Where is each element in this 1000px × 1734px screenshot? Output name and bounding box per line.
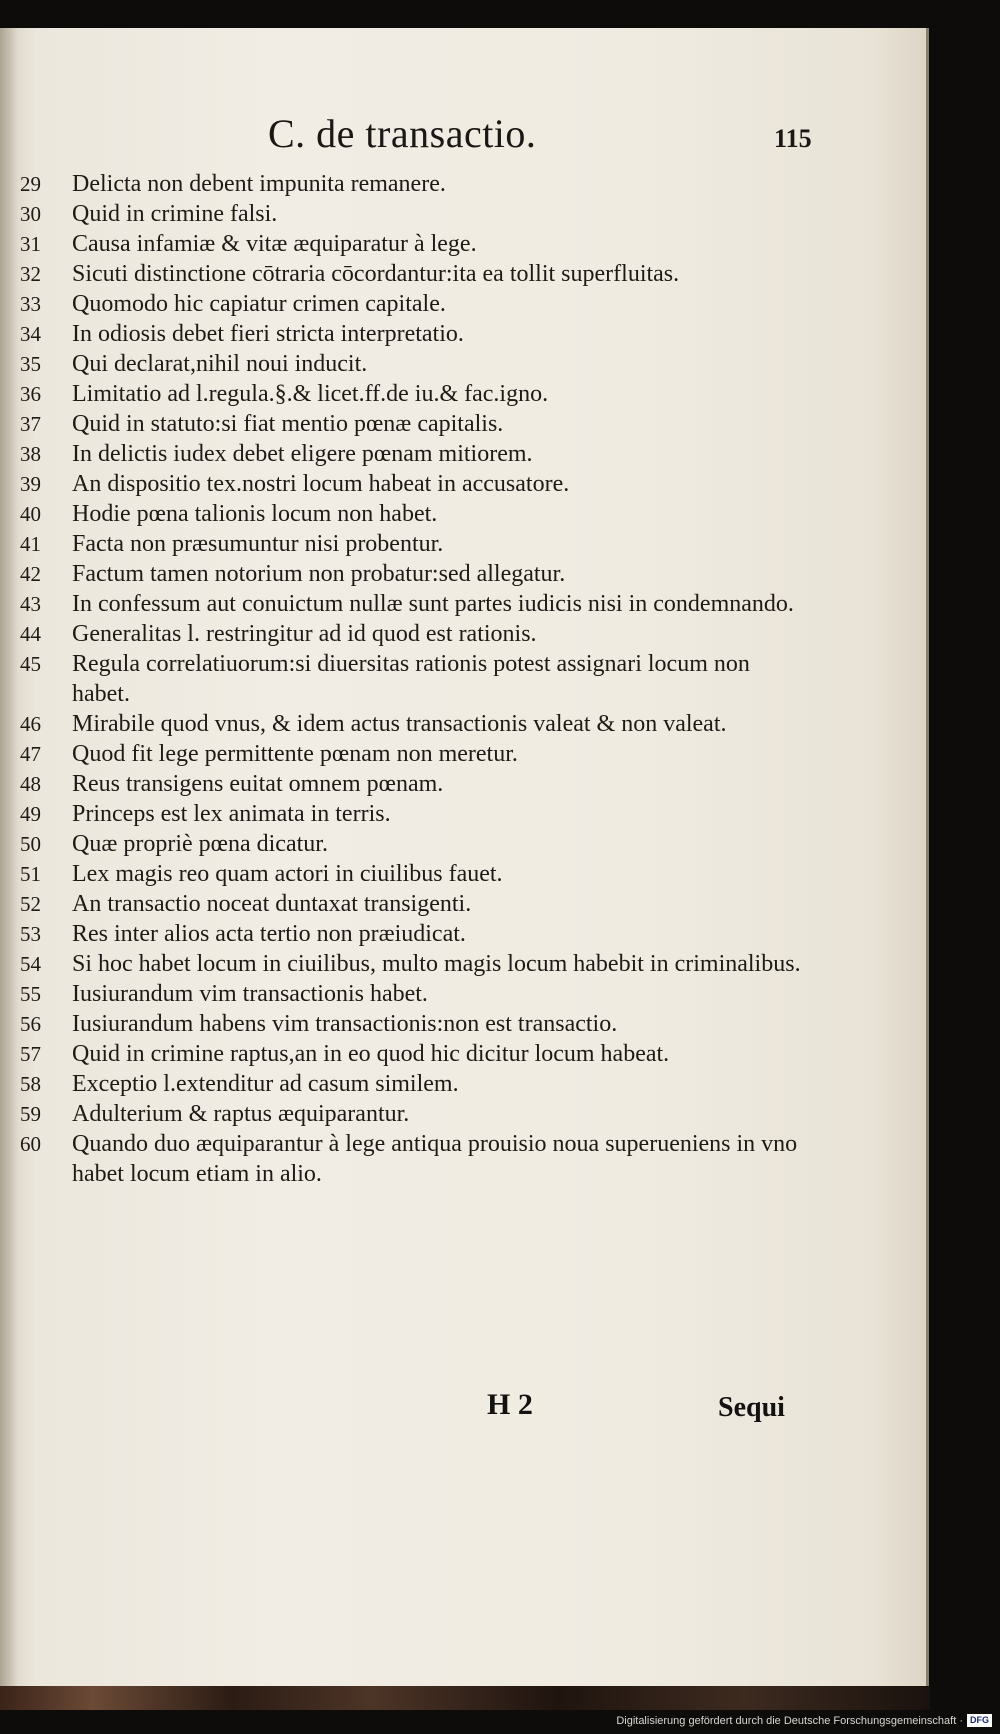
summary-entry (20, 199, 810, 229)
entry-text: Limitatio ad l.regula.§.& licet.ff.de iu.& fac.igno. (72, 381, 549, 407)
entry-text: Quid in crimine falsi. (72, 201, 278, 227)
entry-number: 56 (20, 1012, 41, 1036)
entry-text: Res inter alios acta tertio non præiudicat. (72, 921, 466, 947)
entry-number: 35 (20, 352, 41, 376)
summary-entry (20, 859, 810, 889)
summary-entry (20, 469, 810, 499)
page-edge (0, 1686, 930, 1710)
entry-text: Delicta non debent impunita remanere. (72, 171, 446, 197)
entry-number: 32 (20, 262, 41, 286)
entry-text: Mirabile quod vnus, & idem actus transactionis valeat & non valeat. (72, 711, 727, 737)
running-title: C. de transactio. (268, 111, 537, 156)
catchword: Sequi (718, 1392, 785, 1423)
entry-text: Iusiurandum habens vim transactionis:non est transactio. (72, 1011, 618, 1037)
entry-text: Reus transigens euitat omnem pœnam. (72, 771, 444, 797)
entry-text: Facta non præsumuntur nisi probentur. (72, 531, 444, 557)
summary-entry (20, 889, 810, 919)
entry-number: 49 (20, 802, 41, 826)
summary-entry (20, 259, 810, 289)
summary-entry (20, 769, 810, 799)
entry-text: Exceptio l.extenditur ad casum similem. (72, 1071, 459, 1097)
page-header (0, 110, 926, 160)
summary-entry (20, 319, 810, 349)
entry-text: Quando duo æquiparantur à lege antiqua prouisio noua superueniens in vno habet locum etiam in alio. (72, 1131, 798, 1187)
entry-number: 54 (20, 952, 41, 976)
summary-entry (20, 409, 810, 439)
entry-text: In odiosis debet fieri stricta interpretatio. (72, 321, 464, 347)
entry-text: Factum tamen notorium non probatur:sed allegatur. (72, 561, 566, 587)
summary-entry (20, 1039, 810, 1069)
entry-number: 40 (20, 502, 41, 526)
entry-number: 51 (20, 862, 41, 886)
summary-entry (20, 829, 810, 859)
entry-number: 50 (20, 832, 41, 856)
summary-entry (20, 499, 810, 529)
entry-number: 47 (20, 742, 41, 766)
summary-entry (20, 289, 810, 319)
entry-text: Quæ propriè pœna dicatur. (72, 831, 328, 857)
summary-entry (20, 799, 810, 829)
entry-number: 31 (20, 232, 41, 256)
entry-number: 39 (20, 472, 41, 496)
gutter-shadow (0, 28, 18, 1686)
entry-number: 44 (20, 622, 41, 646)
credit-text: Digitalisierung gefördert durch die Deutsche Forschungsgemeinschaft · (616, 1714, 963, 1727)
entry-text: Si hoc habet locum in ciuilibus, multo magis locum habebit in criminalibus. (72, 951, 801, 977)
entry-text: Princeps est lex animata in terris. (72, 801, 391, 827)
entry-number: 34 (20, 322, 41, 346)
signature-mark: H 2 (487, 1388, 533, 1421)
entry-text: In confessum aut conuictum nullæ sunt partes iudicis nisi in condemnando. (72, 591, 794, 617)
entry-text: Generalitas l. restringitur ad id quod est rationis. (72, 621, 537, 647)
dfg-logo-icon: DFG (967, 1714, 992, 1727)
entry-number: 37 (20, 412, 41, 436)
entry-number: 52 (20, 892, 41, 916)
entry-number: 36 (20, 382, 41, 406)
summary-entry (20, 559, 810, 589)
summary-entry (20, 739, 810, 769)
entry-number: 55 (20, 982, 41, 1006)
summary-entry (20, 529, 810, 559)
entry-number: 58 (20, 1072, 41, 1096)
summary-entry (20, 379, 810, 409)
entry-text: Quid in statuto:si fiat mentio pœnæ capitalis. (72, 411, 504, 437)
summary-entry (20, 169, 810, 199)
entry-text: Quomodo hic capiatur crimen capitale. (72, 291, 446, 317)
entry-text: Adulterium & raptus æquiparantur. (72, 1101, 410, 1127)
summary-entry (20, 1129, 810, 1189)
entry-text: An transactio noceat duntaxat transigenti. (72, 891, 472, 917)
entry-number: 38 (20, 442, 41, 466)
summary-entry (20, 949, 810, 979)
entry-text: Hodie pœna talionis locum non habet. (72, 501, 438, 527)
entry-text: Qui declarat,nihil noui inducit. (72, 351, 368, 377)
summary-entry (20, 439, 810, 469)
entry-text: Quod fit lege permittente pœnam non meretur. (72, 741, 518, 767)
summary-entry (20, 349, 810, 379)
entry-number: 33 (20, 292, 41, 316)
entry-text: Sicuti distinctione cōtraria cōcordantur:ita ea tollit superfluitas. (72, 261, 680, 287)
entry-number: 30 (20, 202, 41, 226)
entry-text: Regula correlatiuorum:si diuersitas rationis potest assignari locum non habet. (72, 651, 750, 707)
summary-entry (20, 709, 810, 739)
summary-entry (20, 619, 810, 649)
entry-text: Causa infamiæ & vitæ æquiparatur à lege. (72, 231, 477, 257)
entry-number: 43 (20, 592, 41, 616)
entry-number: 42 (20, 562, 41, 586)
entry-number: 45 (20, 652, 41, 676)
entry-number: 46 (20, 712, 41, 736)
entry-text: In delictis iudex debet eligere pœnam mitiorem. (72, 441, 533, 467)
summary-entry (20, 229, 810, 259)
entry-text: Quid in crimine raptus,an in eo quod hic dicitur locum habeat. (72, 1041, 670, 1067)
entry-number: 59 (20, 1102, 41, 1126)
page-number: 115 (774, 124, 812, 153)
summary-entry (20, 1009, 810, 1039)
summary-entry (20, 589, 810, 619)
book-page (0, 28, 929, 1686)
summary-entry (20, 979, 810, 1009)
summary-entry (20, 1099, 810, 1129)
summary-list (20, 169, 810, 1189)
entry-number: 48 (20, 772, 41, 796)
entry-text: Lex magis reo quam actori in ciuilibus fauet. (72, 861, 503, 887)
summary-entry (20, 919, 810, 949)
summary-entry (20, 1069, 810, 1099)
digitization-credit (616, 1714, 992, 1727)
entry-number: 57 (20, 1042, 41, 1066)
summary-entry (20, 649, 810, 709)
entry-text: Iusiurandum vim transactionis habet. (72, 981, 428, 1007)
entry-number: 53 (20, 922, 41, 946)
entry-number: 29 (20, 172, 41, 196)
entry-number: 41 (20, 532, 41, 556)
entry-number: 60 (20, 1132, 41, 1156)
page-footer (0, 1388, 926, 1432)
entry-text: An dispositio tex.nostri locum habeat in accusatore. (72, 471, 570, 497)
